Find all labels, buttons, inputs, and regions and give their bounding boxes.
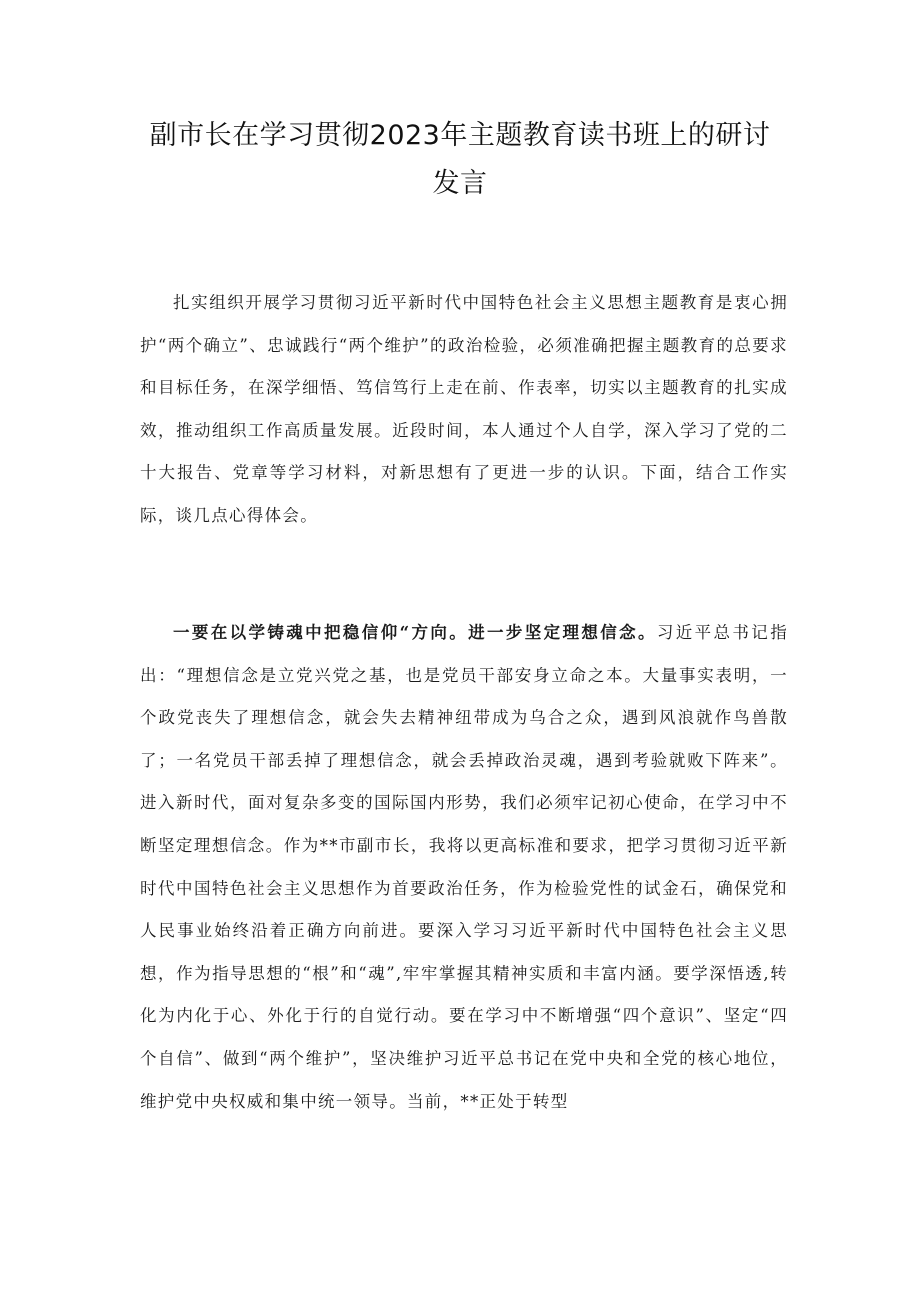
title-line-2: 发言 <box>432 168 488 199</box>
paragraph-point-one <box>140 612 788 1123</box>
paragraph-intro <box>140 282 788 538</box>
paragraph-intro-text: 扎实组织开展学习贯彻习近平新时代中国特色社会主义思想主题教育是衷心拥护“两个确立”、忠诚践行“两个维护”的政治检验，必须准确把握主题教育的总要求和目标任务，在深学细悟、笃信笃行上走在前、作表率，切实以主题教育的扎实成效，推动组织工作高质量发展。近段时间，本人通过个人自学，深入学习了党的二十大报告、党章等学习材料，对新思想有了更进一步的认识。下面，结合工作实际，谈几点心得体会。 <box>140 293 788 525</box>
paragraph-lead-heading: 一要在以学铸魂中把稳信仰“方向。进一步坚定理想信念。 <box>173 623 657 642</box>
title-line-1: 副市长在学习贯彻2023年主题教育读书班上的研讨 <box>149 120 771 151</box>
document-title <box>130 112 790 208</box>
paragraph-point-one-text: 习近平总书记指出：“理想信念是立党兴党之基，也是党员干部安身立命之本。大量事实表明，一个政党丧失了理想信念，就会失去精神纽带成为乌合之众，遇到风浪就作鸟兽散了；一名党员干部丢掉了理想信念，就会丢掉政治灵魂，遇到考验就败下阵来”。进入新时代，面对复杂多变的国际国内形势，我们必须牢记初心使命，在学习中不断坚定理想信念。作为**市副市长，我将以更高标准和要求，把学习贯彻习近平新时代中国特色社会主义思想作为首要政治任务，作为检验党性的试金石，确保党和人民事业始终沿着正确方向前进。要深入学习习近平新时代中国特色社会主义思想，作为指导思想的“根”和“魂”,牢牢掌握其精神实质和丰富内涵。要学深悟透,转化为内化于心、外化于行的自觉行动。要在学习中不断增强“四个意识”、坚定“四个自信”、做到“两个维护”，坚决维护习近平总书记在党中央和全党的核心地位，维护党中央权威和集中统一领导。当前，**正处于转型 <box>140 623 788 1111</box>
